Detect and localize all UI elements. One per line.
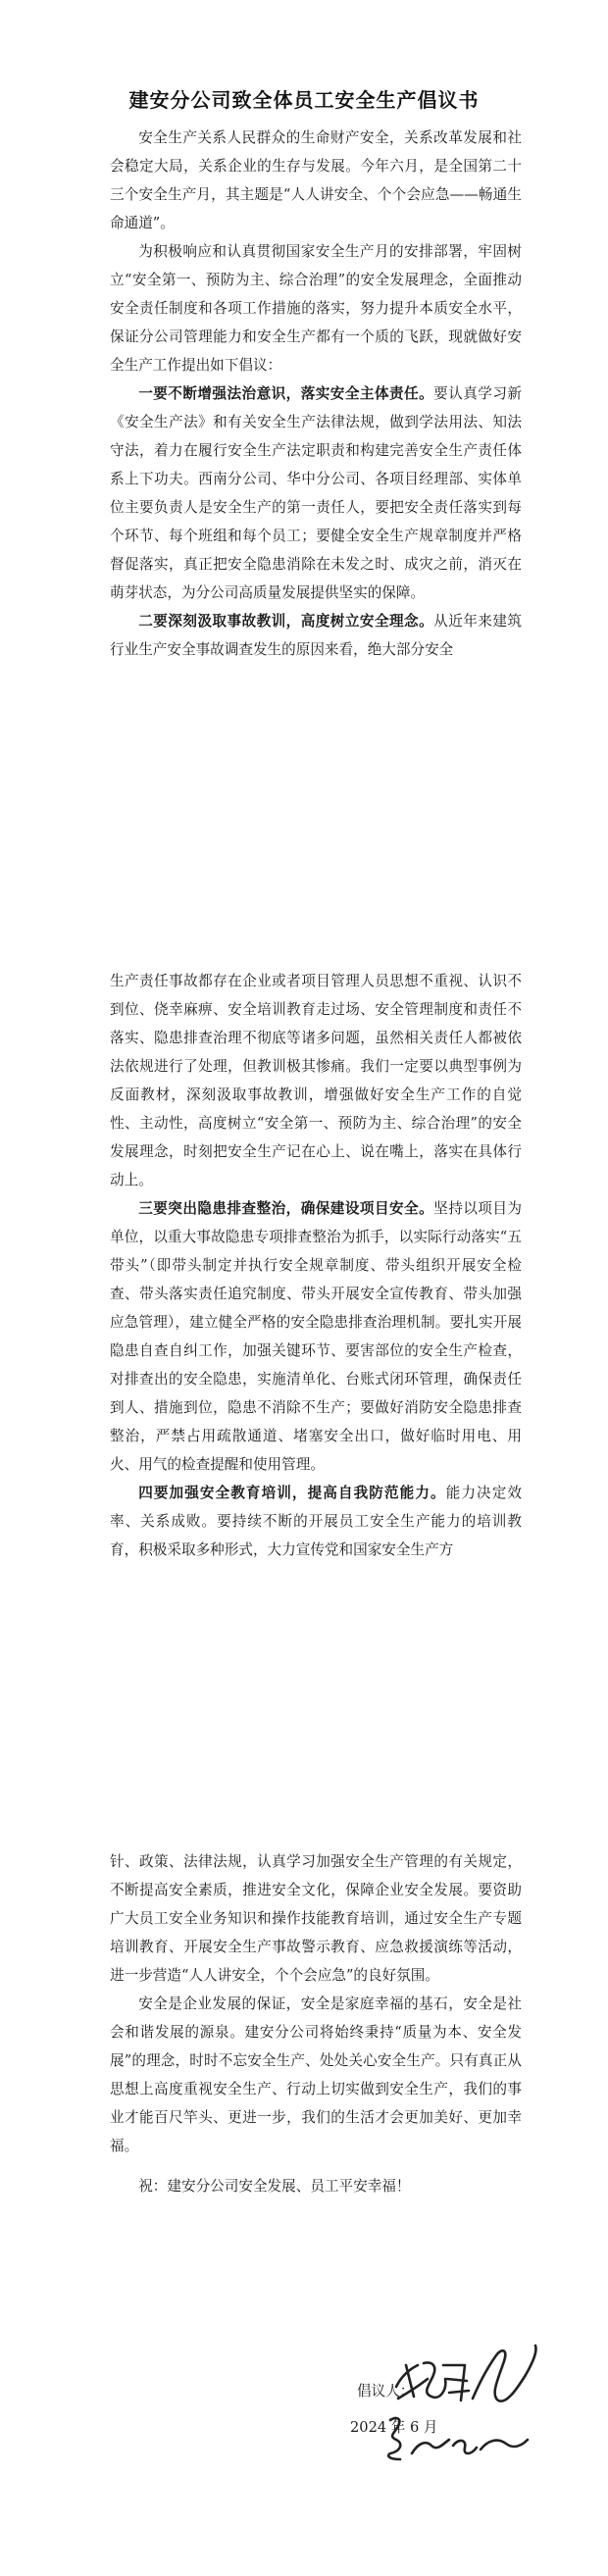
paragraph-heading-two: 二要深刻汲取事故教训，高度树立安全理念。从近年来建筑行业生产安全事故调查发生的原因来看，绝大部分安全 — [110, 613, 522, 658]
point-heading: 四要加强安全教育培训，提高自我防范能力。 — [138, 1485, 446, 1501]
paragraph: 生产责任事故都存在企业或者项目管理人员思想不重视、认识不到位、侥幸麻痹、安全培训教育走过场、安全管理制度和责任不落实、隐患排查治理不彻底等诸多问题，虽然相关责任人都被依法依规进行了处理，但教训极其惨痛。我们一定要以典型事例为反面教材，深刻汲取事故教训，增强做好安全生产工作的自觉性、主动性，高度树立“安全第一、预防为主、综合治理”的安全发展理念，时刻把安全生产记在心上、说在嘴上，落实在具体行动上。 — [110, 973, 522, 1188]
paragraph-heading-three: 三要突出隐患排查整治，确保建设项目安全。坚持以项目为单位，以重大事故隐患专项排查整治为抓手，以实际行动落实“五带头”（即带头制定并执行安全规章制度、带头组织开展安全检查、带头落实责任追究制度、带头开展安全宣传教育、带头加强应急管理），建立健全严格的安全隐患排查治理机制。要扎实开展隐患自查自纠工作，加强关键环节、要害部位的安全生产检查，对排查出的安全隐患，实施清单化、台账式闭环管理，确保责任到人、措施到位，隐患不消除不生产；要做好消防安全隐患排查整治，严禁占用疏散通道、堵塞安全出口，做好临时用电、用火、用气的检查提醒和使用管理。 — [110, 1200, 522, 1473]
paragraph-heading-four: 四要加强安全教育培训，提高自我防范能力。能力决定效率、关系成败。要持续不断的开展员工安全生产能力的培训教育，积极采取多种形式，大力宣传党和国家安全生产方 — [110, 1485, 522, 1558]
signature-image-1 — [388, 2336, 545, 2418]
point-heading: 一要不断增强法治意识，落实安全主体责任。 — [138, 385, 434, 402]
section-2 — [110, 967, 522, 1564]
document-date: 2024 年 6 月 — [350, 2419, 438, 2436]
paragraph-heading-one: 一要不断增强法治意识，落实安全主体责任。要认真学习新《安全生产法》和有关安全生产法律法规，做到学法用法、知法守法，着力在履行安全生产法定职责和构建完善安全生产责任体系上下功夫。西南分公司、华中分公司、各项目经理部、实体单位主要负责人是安全生产的第一责任人，要把安全责任落实到每个环节、每个班组和每个员工；要健全安全生产规章制度并严格督促落实，真正把安全隐患消除在未发之时、成灾之前，消灭在萌芽状态，为分公司高质量发展提供坚实的保障。 — [110, 385, 522, 601]
point-heading: 三要突出隐患排查整治，确保建设项目安全。 — [138, 1200, 434, 1217]
closing-wish: 祝：建安分公司安全发展、员工平安幸福！ — [138, 2178, 411, 2195]
paragraph: 针、政策、法律法规，认真学习加强安全生产管理的有关规定，不断提高安全素质，推进安全文化，保障企业安全发展。要资助广大员工安全业务知识和操作技能教育培训，通过安全生产专题培训教育、开展安全生产事故警示教育、应急救援演练等活动，进一步营造“人人讲安全，个个会应急”的良好氛围。 — [110, 1853, 522, 1984]
initiator-label: 倡议人： — [357, 2383, 415, 2399]
paragraph: 为积极响应和认真贯彻国家安全生产月的安排部署，牢固树立“安全第一、预防为主、综合治理”的安全发展理念，全面推动安全责任制度和各项工作措施的落实，努力提升本质安全水平，保证分公司管理能力和安全生产都有一个质的飞跃，现就做好安全生产工作提出如下倡议： — [110, 243, 522, 374]
section-1 — [110, 124, 522, 664]
point-heading: 二要深刻汲取事故教训，高度树立安全理念。 — [138, 613, 434, 630]
signature-image-2 — [379, 2410, 535, 2469]
document-title: 建安分公司致全体员工安全生产倡议书 — [128, 88, 480, 112]
paragraph: 安全生产关系人民群众的生命财产安全，关系改革发展和社会稳定大局，关系企业的生存与发展。今年六月，是全国第二十三个安全生产月，其主题是“人人讲安全、个个会应急——畅通生命通道”。 — [110, 129, 522, 231]
paragraph: 安全是企业发展的保证，安全是家庭幸福的基石，安全是社会和谐发展的源泉。建安分公司将始终秉持“质量为本、安全发展”的理念，时时不忘安全生产、处处关心安全生产。只有真正从思想上高度重视安全生产、行动上切实做到安全生产，我们的事业才能百尺竿头、更进一步，我们的生活才会更加美好、更加幸福。 — [110, 1995, 522, 2154]
section-3 — [110, 1847, 522, 2200]
